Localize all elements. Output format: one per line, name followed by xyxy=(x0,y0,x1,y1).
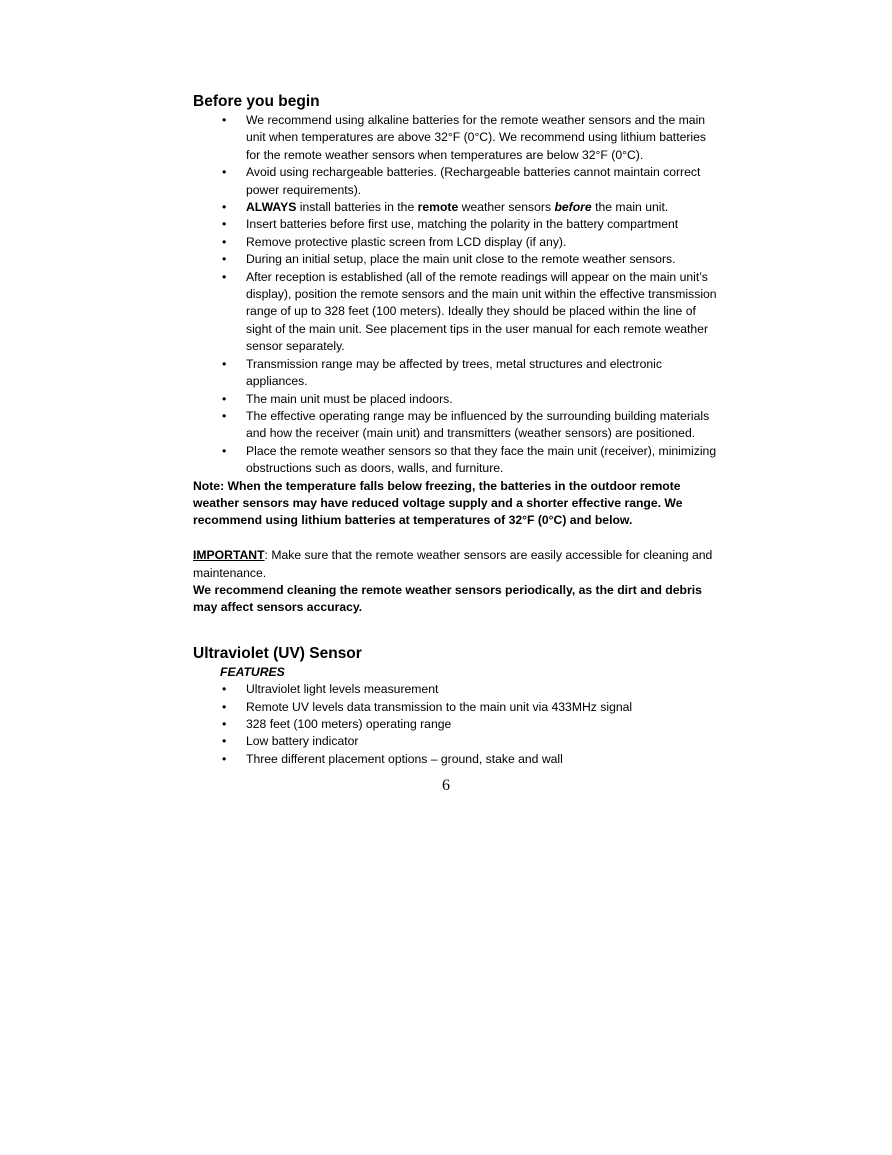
bullet-icon: • xyxy=(222,356,227,371)
list-item: • Low battery indicator xyxy=(193,733,723,750)
before-you-begin-list xyxy=(193,112,723,478)
section-title-uv-sensor: Ultraviolet (UV) Sensor xyxy=(193,644,362,662)
bullet-icon: • xyxy=(222,113,227,127)
bullet-icon: • xyxy=(222,443,227,458)
bullet-icon: • xyxy=(222,269,227,284)
list-item: • Transmission range may be affected by trees, metal structures and electronic appliances. xyxy=(222,356,662,389)
spacer xyxy=(193,617,723,643)
features-label: FEATURES xyxy=(220,664,285,679)
temperature-note: Note: When the temperature falls below freezing, the batteries in the outdoor remote weather sensors may have reduced voltage supply and a shorter effective range. We recommend using lithium batteries at temperatures of 32°F (0°C) and below. xyxy=(193,478,683,528)
bullet-icon: • xyxy=(222,699,227,714)
list-item: • Insert batteries before first use, matching the polarity in the battery compartment xyxy=(193,216,723,233)
list-item: • During an initial setup, place the main unit close to the remote weather sensors. xyxy=(193,251,723,268)
uv-features-list xyxy=(193,681,723,768)
bullet-icon: • xyxy=(222,252,227,267)
important-paragraph xyxy=(193,547,723,582)
important-label: IMPORTANT xyxy=(193,548,265,563)
section-title-before-you-begin: Before you begin xyxy=(193,93,320,110)
list-item: • We recommend using alkaline batteries for the remote weather sensors and the main unit when temperatures are above 32°F (0°C). We recommend using lithium batteries for the remote weather sensors when temperatures are below 32°F (0°C). xyxy=(222,113,706,162)
bullet-icon: • xyxy=(222,734,227,749)
list-item: • Avoid using rechargeable batteries. (Rechargeable batteries cannot maintain correct power requirements). xyxy=(222,165,701,197)
bullet-icon: • xyxy=(222,200,227,215)
cleaning-note: We recommend cleaning the remote weather sensors periodically, as the dirt and debris may affect sensors accuracy. xyxy=(193,582,702,615)
list-item: • Ultraviolet light levels measurement xyxy=(193,681,723,698)
bullet-icon: • xyxy=(222,391,227,406)
bullet-icon: • xyxy=(222,751,227,766)
document-page xyxy=(193,91,723,768)
bullet-icon: • xyxy=(222,234,227,249)
list-item: • Remote UV levels data transmission to the main unit via 433MHz signal xyxy=(193,699,723,716)
list-item: • After reception is established (all of the remote readings will appear on the main unit’s display), position the remote sensors and the main unit within the effective transmission range of up to 328 feet (100 meters). Ideally they should be placed within the line of sight of the main unit. See placement tips in the user manual for each remote weather sensor separately. xyxy=(222,269,717,354)
bullet-icon: • xyxy=(222,682,227,697)
page-number: 6 xyxy=(442,777,450,794)
remote-emphasis: remote xyxy=(417,200,459,215)
list-item: • Remove protective plastic screen from LCD display (if any). xyxy=(193,234,723,251)
important-text: : Make sure that the remote weather sensors are easily accessible for cleaning and maintenance. xyxy=(193,548,713,580)
list-item: • The main unit must be placed indoors. xyxy=(193,391,723,408)
list-item: • Three different placement options – ground, stake and wall xyxy=(193,751,723,768)
list-item: • ALWAYS install batteries in the remote weather sensors before the main unit. xyxy=(193,199,723,216)
spacer xyxy=(193,530,723,547)
list-item: • Place the remote weather sensors so that they face the main unit (receiver), minimizing obstructions such as doors, walls, and furniture. xyxy=(222,443,717,476)
bullet-icon: • xyxy=(222,408,227,423)
list-item: • 328 feet (100 meters) operating range xyxy=(193,716,723,733)
before-emphasis: before xyxy=(554,200,592,215)
bullet-icon: • xyxy=(222,165,227,180)
always-emphasis: ALWAYS xyxy=(246,200,297,215)
bullet-icon: • xyxy=(222,716,227,731)
list-item: • The effective operating range may be influenced by the surrounding building materials and how the receiver (main unit) and transmitters (weather sensors) are positioned. xyxy=(222,408,710,441)
bullet-icon: • xyxy=(222,217,227,232)
